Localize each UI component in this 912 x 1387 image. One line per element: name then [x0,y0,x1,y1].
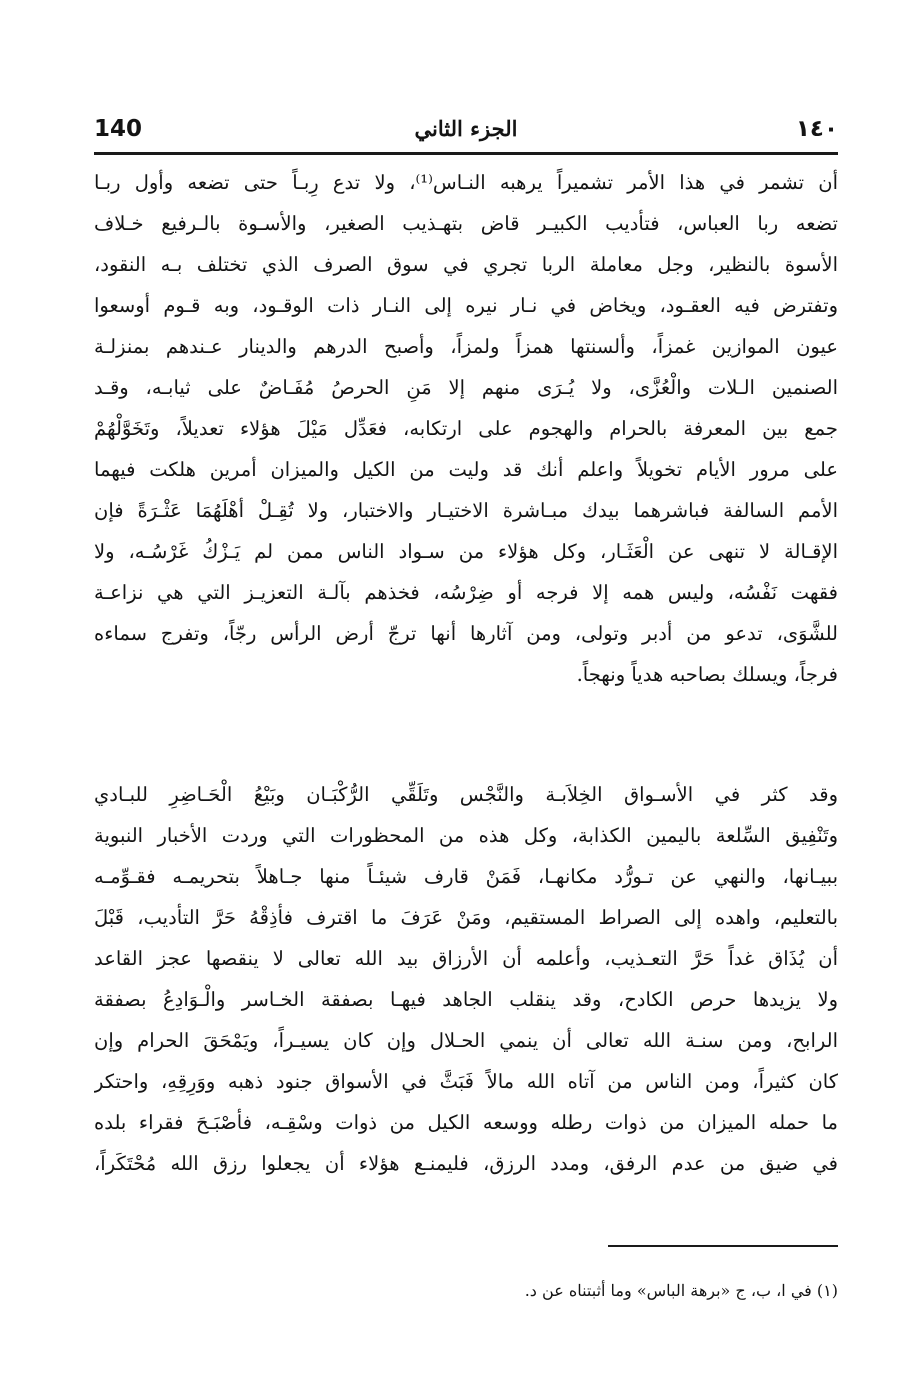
text-line: الأمم السالفة فباشرهما بيدك مبـاشرة الاختيـار والاختبار، ولا تُقِـلْ أهْلَهُمَا عَثْـرَةً فإن [94,499,838,522]
text-line: الرابح، ومن سنـة الله تعالى أن ينمي الحـلال وإن كان يسيـراً، ويَمْحَقَ الحرام وإن [94,1029,838,1052]
footnote: (١) في ا، ب، ج «برهة الباس» وما أثبتناه عن د. [524,1281,838,1300]
page-number-arabic: ١٤٠ [795,116,838,142]
page-number-latin: 140 [94,116,143,142]
text-line: ببيـانها، والنهي عن تـورُّد مكانهـا، فَمَنْ قارف شيئـاً منها جـاهلاً بتحريمـه فقـوِّمـه [94,865,838,888]
text-line: فقهت نَفْسُه، وليس همه إلا فرجه أو ضِرْسُه، فخذهم بآلـة التعزيـز التي هي نزاعـة [94,581,838,604]
text-line: للشَّوَى، تدعو من أدبر وتولى، ومن آثارها أنها ترجّ أرض الرأس رجّاً، وتفرج سماءه [94,622,838,645]
header-rule [94,152,838,155]
text-line: وتَنْفِيق السِّلعة باليمين الكذابة، وكل هذه من المحظورات التي وردت الأخبار النبوية [94,824,838,847]
text-line: فرجاً، ويسلك بصاحبه هدياً ونهجاً. [576,663,838,686]
text-line: كان كثيراً، ومن الناس من آتاه الله مالاً فَبَثَّ في الأسواق جنود ذهبه ووَرِقِهِ، واحتكر [94,1070,838,1093]
text-line: الأسوة بالنظير، وجل معاملة الربا تجري في سوق الصرف الذي تختلف بـه النقود، [94,253,838,276]
running-title: الجزء الثاني [414,116,518,141]
paragraph-2 [94,774,838,1184]
text-line: الإقـالة لا تنهى عن الْعَثَـار، وكل هؤلاء من سـواد الناس ممن لم يَـزْكُ غَرْسُـه، ولا [94,540,838,563]
text-line: الصنمين الـلات والْعُزَّى، ولا يُـرَى منهم إلا مَنِ الحرصُ مُفَـاضٌ على ثيابـه، وقـد [94,376,838,399]
text-line: على مرور الأيام تخويلاً واعلم أنك قد وليت من الكيل والميزان أمرين هلكت فيهما [94,458,838,481]
page-header [94,112,838,152]
text-line: ما حمله الميزان من ذوات رطله ووسعه الكيل من ذوات وسْقِـه، فأصْبَـحَ فقراء بلده [94,1111,838,1134]
text-line: وتفترض فيه العقـود، ويخاض في نـار نيره إلى النـار ذات الوقـود، وبه قـوم أوسعوا [94,294,838,317]
footnote-separator [608,1245,838,1247]
text-line: جمع بين المعرفة بالحرام والهجوم على ارتكابه، فعَدِّل مَيْلَ هؤلاء تعديلاً، وتَخَوَّلْهُمْ [94,417,838,440]
text-line: بالتعليم، واهده إلى الصراط المستقيم، ومَنْ عَرَفَ ما اقترف فأذِقْهُ حَرَّ التأديب، قَبْلَ [94,906,838,929]
text-line: في ضيق من عدم الرفق، ومدد الرزق، فليمنـع هؤلاء أن يجعلوا رزق الله مُحْتَكَراً، [94,1152,838,1175]
text-line: تضعه ربا العباس، فتأديب الكبيـر قاض بتهـذيب الصغير، والأسـوة بالـرفيع خـلاف [94,212,838,235]
paragraph-1 [94,162,838,695]
text-line: أن يُذَاق غداً حَرَّ التعـذيب، وأعلمه أن الأرزاق بيد الله تعالى لا ينقصها عجز القاعد [94,947,838,970]
text-line: وقد كثر في الأسـواق الخِلاَبـة والنَّجْس وتَلَقِّي الرُّكْبَـان وبَيْعُ الْحَـاضِرِ للبـادي [94,783,838,806]
text-line: عيون الموازين غمزاً، وألسنتها همزاً ولمزاً، وأصبح الدرهم والدينار عـندهم بمنزلـة [94,335,838,358]
text-line: أن تشمر في هذا الأمر تشميراً يرهبه النـاس⁽¹⁾، ولا تدع رِبـاً حتى تضعه وأول ربـا [94,171,838,194]
text-line: ولا يزيدها حرص الكادح، وقد ينقلب الجاهد فيهـا بصفقة الخـاسر والْـوَادِعُ بصفقة [94,988,838,1011]
